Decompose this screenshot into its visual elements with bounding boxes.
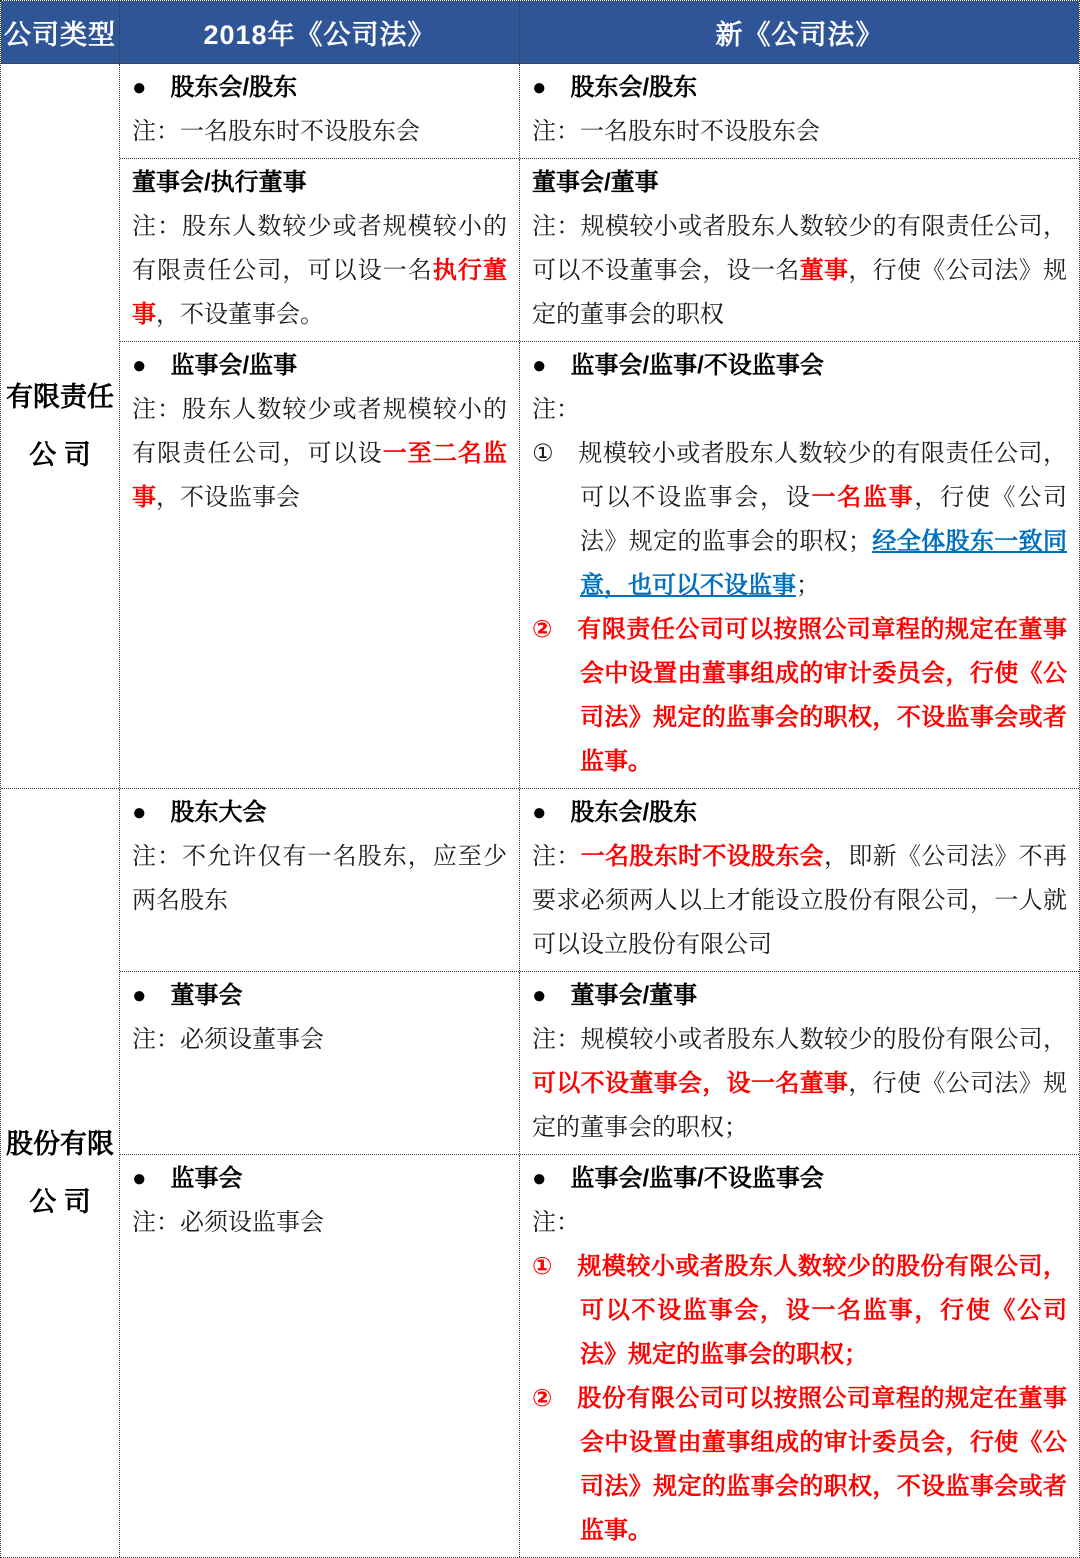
cell-paragraph (532, 161, 1067, 205)
text-run: 董事会/执行董事 (132, 169, 307, 196)
cell-paragraph (132, 1018, 507, 1062)
cell-paragraph (532, 432, 1067, 608)
cell-2018-law (120, 1155, 520, 1557)
company-group-1 (1, 789, 1079, 1557)
cell-paragraph (532, 110, 1067, 154)
cell-paragraph (132, 388, 507, 520)
text-run: ① 规模较小或者股东人数较少的股份有限公司，可以不设监事会，设一名监事，行使《公司法》规定的监事会的职权； (532, 1253, 1067, 1368)
table-header (1, 1, 1079, 64)
text-run: 董事 (799, 257, 849, 284)
text-run: 注：规模较小或者股东人数较少的股份有限公司， (532, 1026, 1067, 1053)
cell-new-law (520, 972, 1079, 1154)
text-run: 一名监事 (811, 484, 915, 511)
text-run: ，行使《公司法》规定的董事会的职权； (532, 1070, 1068, 1141)
text-run: ； (796, 572, 820, 599)
cell-new-law (520, 64, 1079, 158)
cell-paragraph (132, 205, 507, 337)
cell-new-law (520, 159, 1079, 341)
header-cell-law-2018: 2018年《公司法》 (120, 1, 520, 63)
header-cell-law-new: 新《公司法》 (715, 19, 884, 50)
text-run: 注：不允许仅有一名股东，应至少两名股东 (132, 843, 507, 914)
text-run: ② 有限责任公司可以按照公司章程的规定在董事会中设置由董事组成的审计委员会，行使《公司法》规定的监事会的职权，不设监事会或者监事。 (532, 616, 1067, 775)
cell-paragraph (532, 66, 1067, 110)
cell-paragraph (532, 1157, 1067, 1201)
cell-paragraph (132, 161, 507, 205)
text-run: ● 股东会/股东 (532, 799, 698, 826)
cell-paragraph (532, 974, 1067, 1018)
cell-paragraph (532, 1377, 1067, 1553)
group-rows (120, 789, 1079, 1557)
text-run: ，即新《公司法》不再要求必须两人以上才能设立股份有限公司，一人就可以设立股份有限公司 (532, 843, 1068, 958)
company-type-label: 有限责任 (6, 382, 114, 412)
text-run: ● 股东会/股东 (132, 74, 298, 101)
cell-paragraph (132, 1157, 507, 1201)
cell-paragraph (132, 1201, 507, 1245)
text-run: 一名股东时不设股东会 (580, 843, 825, 870)
text-run: 注： (532, 843, 581, 870)
text-run: ● 监事会 (132, 1165, 243, 1192)
cell-paragraph (532, 1018, 1067, 1150)
text-run: ，行使《公司法》规定的董事会的职权 (532, 257, 1068, 328)
text-run: 经全体股东一致同意，也可以不设监事 (580, 528, 1068, 599)
text-run: ● 董事会/董事 (532, 982, 698, 1009)
text-run: 董事会/董事 (532, 169, 659, 196)
text-run: ，不设董事会。 (156, 301, 324, 328)
text-run: ● 股东大会 (132, 799, 267, 826)
text-run: 执行董事 (132, 257, 508, 328)
text-run: 注： (532, 396, 580, 423)
text-run: 一至二名监事 (132, 440, 508, 511)
text-run: 注：股东人数较少或者规模较小的有限责任公司，可以设 (132, 396, 507, 467)
cell-paragraph (532, 205, 1067, 337)
cell-2018-law (120, 342, 520, 788)
cell-paragraph (532, 608, 1067, 784)
cell-2018-law (120, 64, 520, 158)
table-row (120, 1155, 1079, 1557)
text-run: 注：规模较小或者股东人数较少的有限责任公司，可以不设董事会，设一名 (532, 213, 1067, 284)
cell-2018-law (120, 159, 520, 341)
text-run: 注：一名股东时不设股东会 (532, 118, 820, 145)
table-row (120, 159, 1079, 342)
cell-paragraph (532, 835, 1067, 967)
company-type-label: 股份有限 (6, 1129, 114, 1159)
company-type-label: 公 司 (29, 1187, 91, 1217)
text-run: ① 规模较小或者股东人数较少的有限责任公司，可以不设监事会，设 (532, 440, 1067, 511)
company-type-label: 公 司 (29, 440, 91, 470)
text-run: ● 股东会/股东 (532, 74, 698, 101)
table-row (120, 972, 1079, 1155)
company-group-0 (1, 64, 1079, 789)
table-row (120, 342, 1079, 788)
cell-new-law (520, 342, 1079, 788)
cell-paragraph (132, 344, 507, 388)
cell-2018-law (120, 789, 520, 971)
text-run: 注：股东人数较少或者规模较小的有限责任公司，可以设一名 (132, 213, 507, 284)
text-run: ② 股份有限公司可以按照公司章程的规定在董事会中设置由董事组成的审计委员会，行使《公司法》规定的监事会的职权，不设监事会或者监事。 (532, 1385, 1067, 1544)
text-run: ，不设监事会 (156, 484, 300, 511)
text-run: 注：必须设监事会 (132, 1209, 324, 1236)
cell-paragraph (532, 344, 1067, 388)
cell-new-law (520, 1155, 1079, 1557)
table-row (120, 789, 1079, 972)
text-run: ，行使《公司法》规定的监事会的职权； (580, 484, 1068, 555)
text-run: 注：必须设董事会 (132, 1026, 324, 1053)
cell-paragraph (132, 835, 507, 923)
cell-paragraph (132, 974, 507, 1018)
text-run: 注：一名股东时不设股东会 (132, 118, 420, 145)
cell-paragraph (532, 1245, 1067, 1377)
cell-2018-law (120, 972, 520, 1154)
cell-paragraph (132, 66, 507, 110)
text-run: 注： (532, 1209, 580, 1236)
company-type-cell (1, 789, 120, 1557)
cell-paragraph (132, 110, 507, 154)
cell-paragraph (532, 1201, 1067, 1245)
table-body (1, 64, 1079, 1557)
cell-new-law (520, 789, 1079, 971)
cell-paragraph (532, 388, 1067, 432)
company-type-cell (1, 64, 120, 788)
group-rows (120, 64, 1079, 788)
cell-paragraph (532, 791, 1067, 835)
table-row (120, 64, 1079, 159)
text-run: ● 监事会/监事/不设监事会 (532, 352, 824, 379)
text-run: ● 监事会/监事 (132, 352, 298, 379)
text-run: ● 监事会/监事/不设监事会 (532, 1165, 824, 1192)
text-run: ● 董事会 (132, 982, 243, 1009)
text-run: 可以不设董事会，设一名董事 (532, 1070, 849, 1097)
cell-paragraph (132, 791, 507, 835)
header-cell-company-type: 公司类型 (1, 1, 120, 63)
